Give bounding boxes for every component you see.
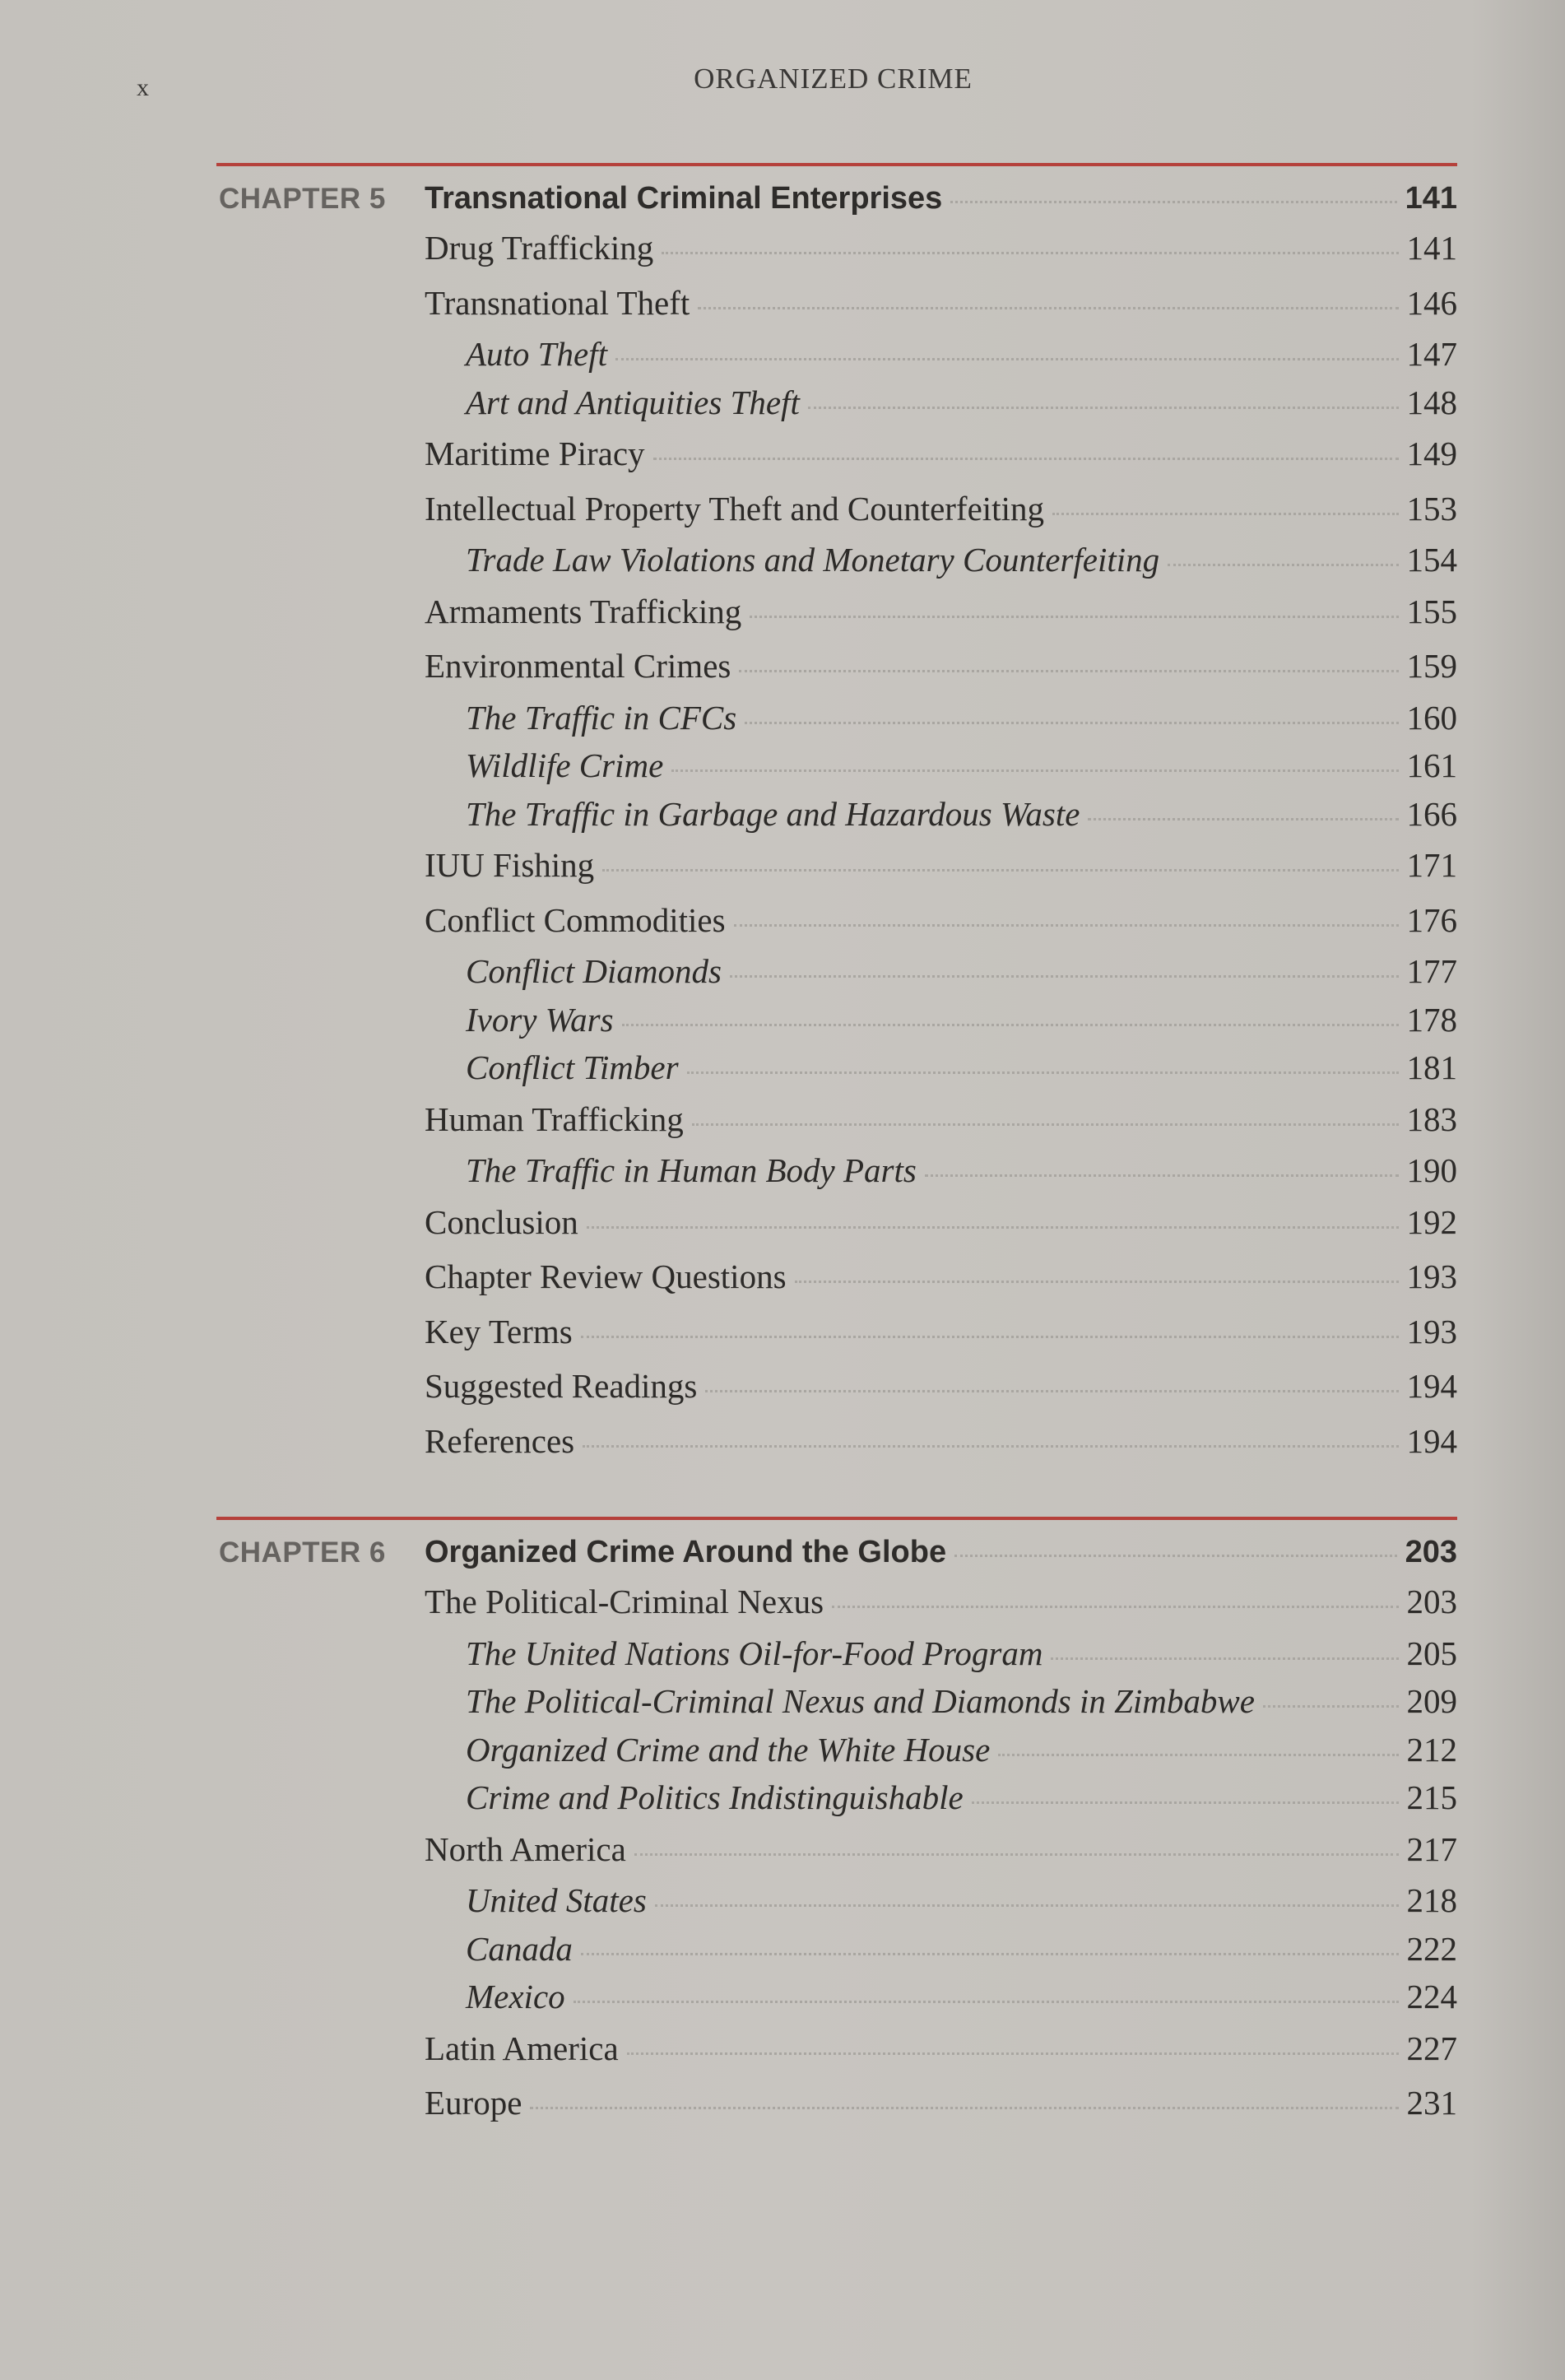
toc-subentry[interactable] xyxy=(216,741,1457,790)
dot-leader xyxy=(687,1071,1399,1074)
toc-subentry[interactable] xyxy=(216,1726,1457,1774)
chapter-page-number: 203 xyxy=(1405,1535,1457,1569)
toc-entry-title: Key Terms xyxy=(425,1312,573,1350)
toc-entry[interactable] xyxy=(216,838,1457,893)
toc-entry-list xyxy=(216,1574,1457,2131)
dot-leader xyxy=(730,975,1399,978)
toc-entry-title: Conflict Timber xyxy=(466,1048,679,1086)
toc-page-number: 194 xyxy=(1406,1367,1457,1405)
toc-page-number: 193 xyxy=(1406,1312,1457,1350)
dot-leader xyxy=(954,1555,1397,1557)
dot-leader xyxy=(671,769,1398,772)
toc-entry-title: Trade Law Violations and Monetary Counterfeiting xyxy=(466,541,1160,579)
dot-leader xyxy=(662,252,1398,254)
dot-leader xyxy=(1088,818,1398,820)
toc-subentry[interactable] xyxy=(216,1146,1457,1195)
dot-leader xyxy=(1168,564,1398,566)
dot-leader xyxy=(832,1606,1398,1608)
dot-leader xyxy=(795,1281,1399,1283)
toc-page-number: 190 xyxy=(1406,1151,1457,1189)
toc-page-number: 209 xyxy=(1406,1682,1457,1720)
toc-entry-title: Canada xyxy=(466,1929,573,1968)
toc-page-number: 146 xyxy=(1406,283,1457,322)
toc-page-number: 153 xyxy=(1406,489,1457,528)
chapter-heading xyxy=(216,166,1457,221)
toc-entry[interactable] xyxy=(216,1359,1457,1414)
dot-leader xyxy=(698,307,1398,309)
toc-subentry[interactable] xyxy=(216,947,1457,996)
dot-leader xyxy=(627,2052,1399,2055)
toc-entry[interactable] xyxy=(216,481,1457,537)
dot-leader xyxy=(745,722,1398,724)
toc-entry-title: Europe xyxy=(425,2084,522,2122)
toc-entry[interactable] xyxy=(216,1195,1457,1250)
dot-leader xyxy=(750,616,1398,618)
toc-entry[interactable] xyxy=(216,639,1457,694)
toc-subentry[interactable] xyxy=(216,1773,1457,1822)
toc-page-number: 176 xyxy=(1406,900,1457,939)
toc-page-number: 218 xyxy=(1406,1881,1457,1919)
toc-page-number: 194 xyxy=(1406,1421,1457,1460)
toc-entry-title: Organized Crime and the White House xyxy=(466,1730,991,1769)
toc-entry-title: Maritime Piracy xyxy=(425,435,645,472)
toc-entry-title: Ivory Wars xyxy=(466,1000,614,1039)
dot-leader xyxy=(581,1336,1399,1338)
toc-page-number: 203 xyxy=(1406,1583,1457,1620)
toc-entry-title: The Traffic in Human Body Parts xyxy=(466,1151,917,1189)
toc-subentry[interactable] xyxy=(216,694,1457,742)
toc-entry-title: Transnational Theft xyxy=(425,283,690,322)
toc-entry-title: Environmental Crimes xyxy=(425,647,731,685)
toc-page-number: 178 xyxy=(1406,1000,1457,1039)
toc-entry[interactable] xyxy=(216,893,1457,948)
dot-leader xyxy=(692,1123,1399,1126)
toc-subentry[interactable] xyxy=(216,1629,1457,1678)
dot-leader xyxy=(583,1445,1398,1448)
dot-leader xyxy=(634,1853,1399,1856)
toc-entry-title: Suggested Readings xyxy=(425,1367,698,1405)
chapter-5-section xyxy=(216,163,1457,1468)
dot-leader xyxy=(998,1754,1398,1756)
toc-page-number: 166 xyxy=(1406,794,1457,833)
toc-entry[interactable] xyxy=(216,1574,1457,1629)
dot-leader xyxy=(655,1904,1399,1907)
dot-leader xyxy=(622,1024,1399,1026)
toc-page-number: 171 xyxy=(1406,846,1457,884)
toc-entry[interactable] xyxy=(216,1822,1457,1877)
running-head: ORGANIZED CRIME xyxy=(694,63,973,95)
toc-entry[interactable] xyxy=(216,426,1457,481)
dot-leader xyxy=(653,458,1399,460)
chapter-heading xyxy=(216,1520,1457,1574)
chapter-title: Transnational Criminal Enterprises xyxy=(425,181,943,216)
toc-entry-title: Conclusion xyxy=(425,1202,578,1241)
toc-entry[interactable] xyxy=(216,1092,1457,1147)
toc-entry[interactable] xyxy=(216,2076,1457,2131)
toc-entry-title: Art and Antiquities Theft xyxy=(466,383,800,421)
toc-entry-title: The Political-Criminal Nexus xyxy=(425,1583,824,1620)
toc-subentry[interactable] xyxy=(216,1677,1457,1726)
toc-entry[interactable] xyxy=(216,584,1457,639)
toc-page-number: 181 xyxy=(1406,1048,1457,1086)
dot-leader xyxy=(734,924,1399,927)
toc-subentry[interactable] xyxy=(216,790,1457,839)
toc-page-number: 222 xyxy=(1406,1929,1457,1968)
toc-page-number: 147 xyxy=(1406,335,1457,373)
toc-entry[interactable] xyxy=(216,1304,1457,1360)
chapter-6-section xyxy=(216,1517,1457,2131)
toc-entry[interactable] xyxy=(216,1414,1457,1469)
chapter-title: Organized Crime Around the Globe xyxy=(425,1535,947,1569)
toc-page-number: 154 xyxy=(1406,541,1457,579)
toc-page-number: 148 xyxy=(1406,383,1457,421)
toc-subentry[interactable] xyxy=(216,536,1457,584)
toc-subentry[interactable] xyxy=(216,330,1457,379)
dot-leader xyxy=(1051,1657,1398,1660)
toc-entry-title: IUU Fishing xyxy=(425,846,595,884)
toc-page-number: 149 xyxy=(1406,435,1457,472)
chapter-title-row[interactable] xyxy=(425,1535,1457,1570)
toc-entry-title: Auto Theft xyxy=(466,335,607,373)
dot-leader xyxy=(739,670,1398,672)
dot-leader xyxy=(602,869,1398,872)
toc-entry-list xyxy=(216,221,1457,1468)
toc-page-number: 227 xyxy=(1406,2029,1457,2067)
chapter-label: CHAPTER 5 xyxy=(219,183,386,215)
toc-page-number: 155 xyxy=(1406,592,1457,630)
dot-leader xyxy=(1263,1705,1399,1708)
toc-page-number: 192 xyxy=(1406,1202,1457,1241)
toc-page-number: 183 xyxy=(1406,1099,1457,1138)
toc-entry-title: Mexico xyxy=(466,1978,565,2015)
toc-page-number: 161 xyxy=(1406,746,1457,784)
dot-leader xyxy=(615,358,1399,360)
dot-leader xyxy=(581,1953,1399,1955)
toc-entry-title: The Political-Criminal Nexus and Diamonds in Zimbabwe xyxy=(466,1682,1255,1720)
toc-entry-title: References xyxy=(425,1421,575,1460)
dot-leader xyxy=(705,1390,1398,1392)
toc-page-number: 160 xyxy=(1406,698,1457,737)
toc-page-number: 217 xyxy=(1406,1829,1457,1868)
toc-page-number: 159 xyxy=(1406,647,1457,685)
toc-entry-title: Wildlife Crime xyxy=(466,746,664,784)
toc-entry-title: Crime and Politics Indistinguishable xyxy=(466,1778,964,1816)
toc-subentry[interactable] xyxy=(216,1925,1457,1973)
toc-page-number: 141 xyxy=(1406,229,1457,267)
toc-entry[interactable] xyxy=(216,2021,1457,2076)
toc-entry-title: United States xyxy=(466,1881,647,1919)
toc-entry-title: Conflict Diamonds xyxy=(466,952,722,990)
toc-entry[interactable] xyxy=(216,276,1457,331)
toc-subentry[interactable] xyxy=(216,379,1457,427)
toc-page-number: 224 xyxy=(1406,1978,1457,2015)
toc-entry-title: Conflict Commodities xyxy=(425,900,726,939)
dot-leader xyxy=(574,2001,1399,2003)
toc-page-number: 231 xyxy=(1406,2084,1457,2122)
toc-entry-title: The Traffic in Garbage and Hazardous Waste xyxy=(466,794,1080,833)
dot-leader xyxy=(950,201,1396,203)
toc-page-number: 177 xyxy=(1406,952,1457,990)
dot-leader xyxy=(1052,513,1399,515)
toc-page-number: 212 xyxy=(1406,1730,1457,1769)
toc-entry[interactable] xyxy=(216,1249,1457,1304)
chapter-title-row[interactable] xyxy=(425,181,1457,216)
toc-entry[interactable] xyxy=(216,221,1457,276)
toc-entry-title: Drug Trafficking xyxy=(425,229,654,267)
toc-entry-title: North America xyxy=(425,1829,626,1868)
dot-leader xyxy=(808,407,1399,409)
toc-entry-title: Human Trafficking xyxy=(425,1099,684,1138)
toc-entry-title: The United Nations Oil-for-Food Program xyxy=(466,1634,1043,1672)
chapter-page-number: 141 xyxy=(1405,181,1457,216)
toc-page-number: 215 xyxy=(1406,1778,1457,1816)
toc-page-number: 205 xyxy=(1406,1634,1457,1672)
toc-page-number: 193 xyxy=(1406,1257,1457,1295)
toc-entry-title: Armaments Trafficking xyxy=(425,592,742,630)
dot-leader xyxy=(972,1801,1399,1804)
page-number: x xyxy=(137,74,149,101)
toc-entry-title: Chapter Review Questions xyxy=(425,1257,787,1295)
dot-leader xyxy=(925,1174,1399,1177)
toc-subentry[interactable] xyxy=(216,996,1457,1044)
toc-entry-title: The Traffic in CFCs xyxy=(466,698,737,737)
toc-entry-title: Latin America xyxy=(425,2029,619,2067)
toc-subentry[interactable] xyxy=(216,1044,1457,1092)
dot-leader xyxy=(587,1226,1399,1229)
toc-entry-title: Intellectual Property Theft and Counterfeiting xyxy=(425,489,1044,528)
toc-subentry[interactable] xyxy=(216,1876,1457,1925)
chapter-label: CHAPTER 6 xyxy=(219,1536,386,1569)
toc-subentry[interactable] xyxy=(216,1973,1457,2021)
dot-leader xyxy=(530,2107,1398,2109)
